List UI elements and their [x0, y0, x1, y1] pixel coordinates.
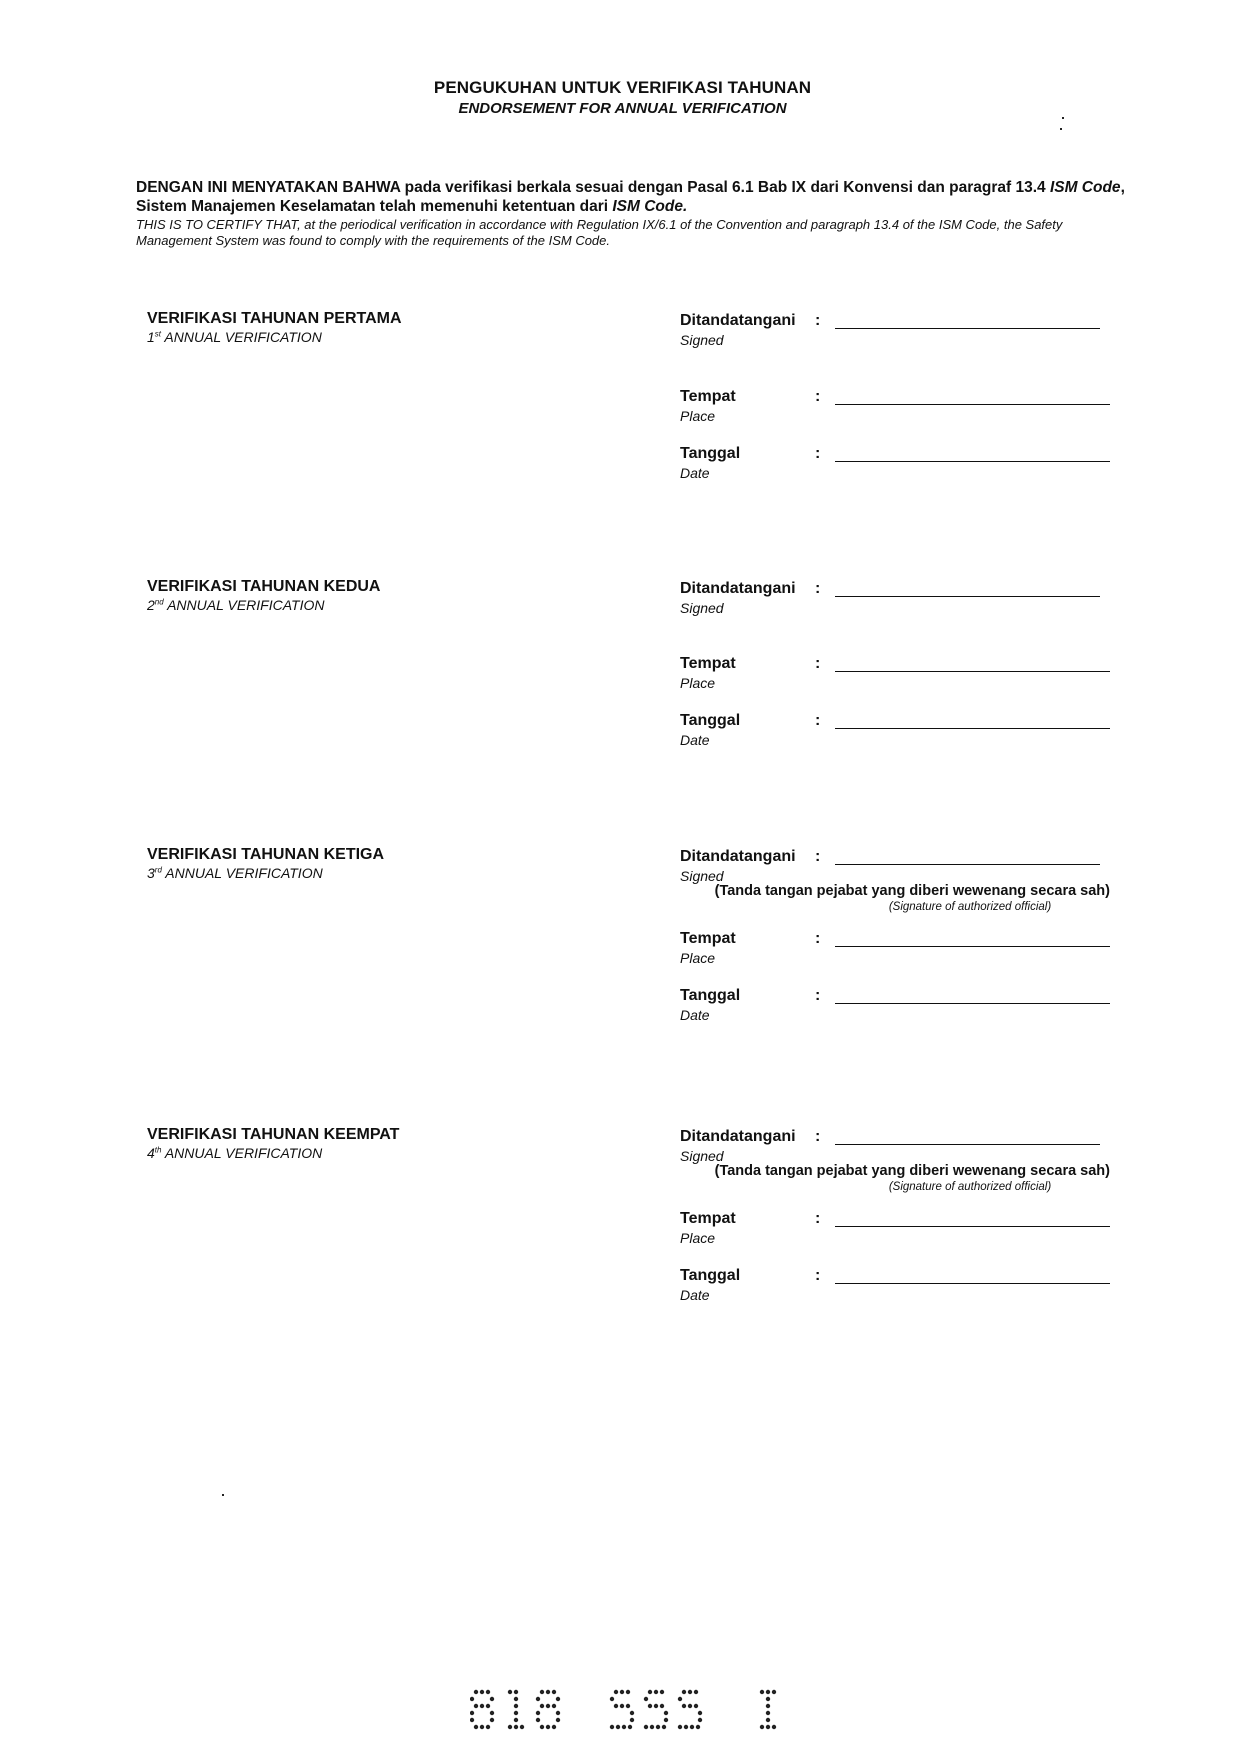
place-line[interactable]	[835, 946, 1110, 947]
field-colon: :	[815, 312, 821, 329]
section-heading	[147, 846, 384, 881]
place-sublabel: Place	[680, 950, 716, 966]
perforated-serial-number	[470, 1688, 800, 1738]
signed-sublabel: Signed	[680, 1148, 724, 1164]
statement-ism-code: ISM Code.	[612, 198, 688, 215]
date-line[interactable]	[835, 1003, 1110, 1004]
signed-sublabel: Signed	[680, 332, 724, 348]
signed-label: Ditandatangani	[680, 1128, 796, 1145]
verification-section-3	[0, 846, 1245, 1096]
place-field[interactable]	[680, 388, 1110, 428]
date-label: Tanggal	[680, 987, 741, 1004]
official-caption-english: (Signature of authorized official)	[888, 1181, 1052, 1193]
statement-english: THIS IS TO CERTIFY THAT, at the periodical verification in accordance with Regulation IX/6.1 of the Convention and paragraph 13.4 of the ISM Code, the Safety Management System was found to comply with the requirements of the ISM Code.	[136, 217, 1063, 248]
signature-line[interactable]	[835, 864, 1100, 865]
statement-ism-code: ISM Code	[1049, 179, 1121, 196]
field-colon: :	[815, 655, 821, 672]
signature-line[interactable]	[835, 328, 1100, 329]
section-subtitle: 3rd ANNUAL VERIFICATION	[147, 865, 323, 881]
certification-statement	[136, 178, 1126, 249]
authorized-official-caption	[680, 1163, 1110, 1193]
page-title: PENGUKUHAN UNTUK VERIFIKASI TAHUNAN	[433, 78, 812, 97]
signed-sublabel: Signed	[680, 600, 724, 616]
section-subtitle: 4th ANNUAL VERIFICATION	[147, 1145, 323, 1161]
field-colon: :	[815, 930, 821, 947]
field-colon: :	[815, 580, 821, 597]
field-colon: :	[815, 388, 821, 405]
section-subtitle: 1st ANNUAL VERIFICATION	[147, 329, 322, 345]
place-field[interactable]	[680, 655, 1110, 695]
authorized-official-caption	[680, 883, 1110, 913]
date-field[interactable]	[680, 445, 1110, 485]
signed-label: Ditandatangani	[680, 848, 796, 865]
official-caption-indonesian: (Tanda tangan pejabat yang diberi wewenang secara sah)	[714, 1163, 1110, 1179]
section-title: VERIFIKASI TAHUNAN KETIGA	[147, 846, 385, 863]
place-line[interactable]	[835, 404, 1110, 405]
date-field[interactable]	[680, 1267, 1110, 1307]
place-line[interactable]	[835, 1226, 1110, 1227]
place-sublabel: Place	[680, 1230, 716, 1246]
place-line[interactable]	[835, 671, 1110, 672]
signed-label: Ditandatangani	[680, 580, 796, 597]
place-label: Tempat	[680, 930, 736, 947]
section-heading	[147, 578, 380, 613]
field-colon: :	[815, 445, 821, 462]
signed-sublabel: Signed	[680, 868, 724, 884]
verification-section-4	[0, 1126, 1245, 1376]
signed-field[interactable]	[680, 312, 1110, 352]
section-title: VERIFIKASI TAHUNAN KEEMPAT	[147, 1126, 400, 1143]
statement-text: DENGAN INI MENYATAKAN BAHWA pada verifikasi berkala sesuai dengan Pasal 6.1 Bab IX dari Konvensi dan paragraf 13.4	[136, 179, 1046, 196]
page-subtitle: ENDORSEMENT FOR ANNUAL VERIFICATION	[458, 100, 787, 117]
date-sublabel: Date	[680, 1007, 710, 1023]
field-colon: :	[815, 848, 821, 865]
date-sublabel: Date	[680, 1287, 710, 1303]
section-heading	[147, 310, 402, 345]
field-colon: :	[815, 1267, 821, 1284]
signed-field[interactable]	[680, 1128, 1110, 1168]
date-line[interactable]	[835, 461, 1110, 462]
date-line[interactable]	[835, 728, 1110, 729]
section-subtitle: 2nd ANNUAL VERIFICATION	[147, 597, 325, 613]
scan-speck	[1062, 117, 1064, 119]
verification-section-1	[0, 310, 1245, 560]
date-label: Tanggal	[680, 1267, 741, 1284]
statement-indonesian	[136, 178, 1126, 216]
scan-speck	[222, 1494, 224, 1496]
field-colon: :	[815, 987, 821, 1004]
date-label: Tanggal	[680, 445, 741, 462]
signed-field[interactable]	[680, 848, 1110, 888]
place-sublabel: Place	[680, 675, 716, 691]
section-heading	[147, 1126, 399, 1161]
field-colon: :	[815, 1210, 821, 1227]
signature-line[interactable]	[835, 596, 1100, 597]
date-label: Tanggal	[680, 712, 741, 729]
place-label: Tempat	[680, 1210, 736, 1227]
place-field[interactable]	[680, 930, 1110, 970]
place-label: Tempat	[680, 388, 736, 405]
section-title: VERIFIKASI TAHUNAN PERTAMA	[147, 310, 402, 327]
official-caption-english: (Signature of authorized official)	[888, 901, 1052, 913]
field-colon: :	[815, 712, 821, 729]
signature-line[interactable]	[835, 1144, 1100, 1145]
official-caption-indonesian: (Tanda tangan pejabat yang diberi wewenang secara sah)	[714, 883, 1110, 899]
date-sublabel: Date	[680, 732, 710, 748]
place-field[interactable]	[680, 1210, 1110, 1250]
verification-section-2	[0, 578, 1245, 828]
date-field[interactable]	[680, 987, 1110, 1027]
serial-dots	[470, 1690, 776, 1729]
place-sublabel: Place	[680, 408, 716, 424]
signed-label: Ditandatangani	[680, 312, 796, 329]
statement-text: , Sistem Manajemen Keselamatan telah memenuhi ketentuan dari	[136, 179, 1125, 215]
place-label: Tempat	[680, 655, 736, 672]
field-colon: :	[815, 1128, 821, 1145]
date-sublabel: Date	[680, 465, 710, 481]
signed-field[interactable]	[680, 580, 1110, 620]
scan-speck	[1060, 128, 1062, 130]
section-title: VERIFIKASI TAHUNAN KEDUA	[147, 578, 381, 595]
date-line[interactable]	[835, 1283, 1110, 1284]
date-field[interactable]	[680, 712, 1110, 752]
document-header	[0, 78, 1245, 117]
